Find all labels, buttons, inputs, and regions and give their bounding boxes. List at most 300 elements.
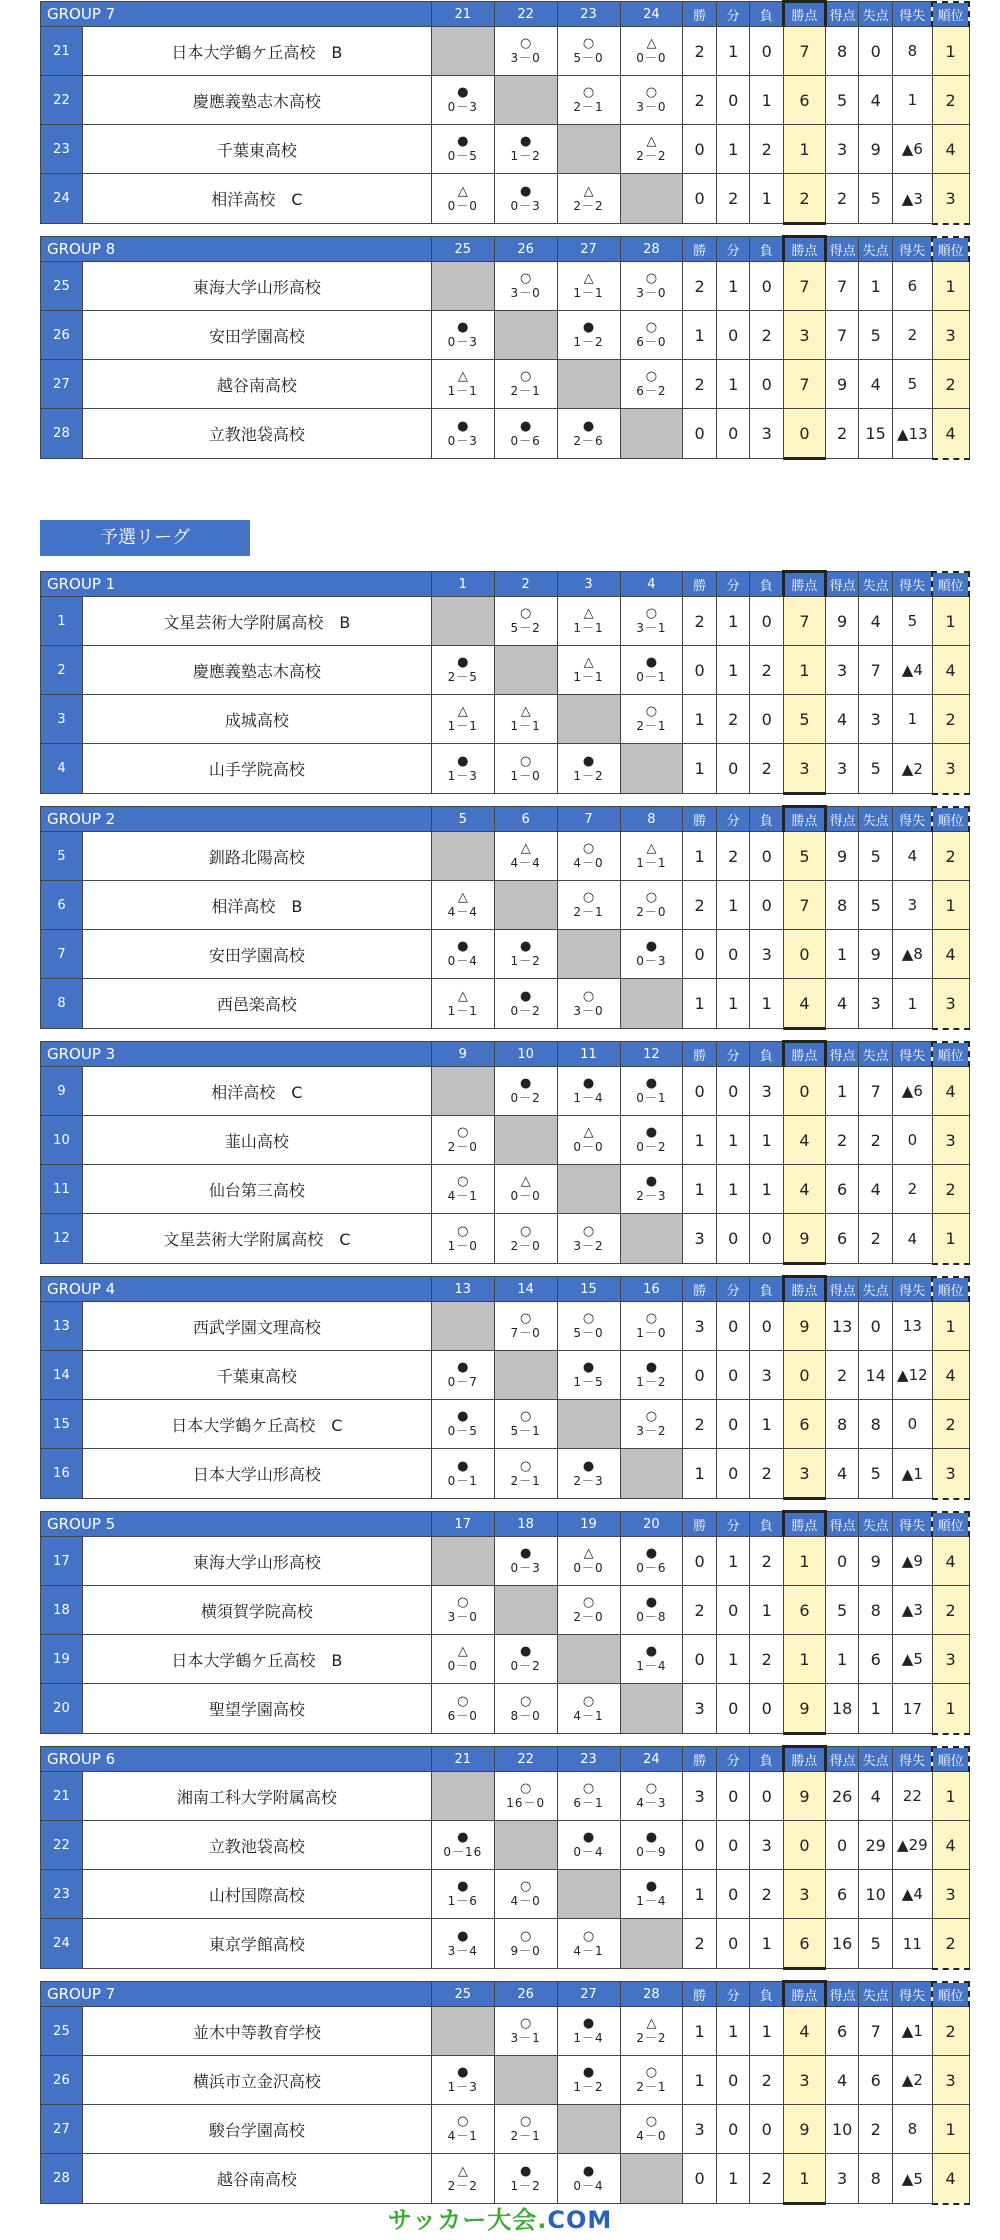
draws-value: 1 <box>716 2007 750 2056</box>
team-number: 13 <box>41 1302 83 1351</box>
team-row <box>41 76 970 125</box>
group-name: GROUP 2 <box>41 807 432 832</box>
points-value: 9 <box>783 2105 825 2154</box>
result-symbol: ○ <box>582 1693 595 1709</box>
result-symbol: ○ <box>582 1928 595 1944</box>
result-symbol: ○ <box>457 1174 469 1189</box>
match-result-cell <box>557 2154 620 2204</box>
rank-value: 3 <box>932 744 969 794</box>
points-value: 6 <box>783 76 825 125</box>
wins-value: 2 <box>683 1586 717 1635</box>
match-score: 2－1 <box>510 384 541 398</box>
goals-for-value: 6 <box>825 2007 859 2056</box>
match-result-cell <box>431 881 494 930</box>
team-name: 西邑楽高校 <box>82 979 431 1029</box>
draws-value: 0 <box>716 1772 750 1821</box>
rank-value: 2 <box>932 1165 969 1214</box>
match-result-cell <box>620 1586 683 1635</box>
wins-value: 3 <box>683 1684 717 1734</box>
result-symbol: ● <box>582 2163 595 2179</box>
wins-value: 0 <box>683 1537 717 1586</box>
wins-value: 2 <box>683 262 717 311</box>
self-match-cell <box>494 76 557 125</box>
rank-header: 順位 <box>932 1512 969 1537</box>
points-header: 勝点 <box>783 1277 825 1302</box>
match-result-cell <box>557 27 620 76</box>
goal-diff-value: 4 <box>892 1214 932 1264</box>
match-result-cell <box>431 1684 494 1734</box>
result-symbol: ● <box>457 2065 469 2080</box>
match-result-cell <box>494 1919 557 1969</box>
goal-diff-header: 得失 <box>892 807 932 832</box>
goals-for-value: 0 <box>825 1821 859 1870</box>
rank-value: 4 <box>932 646 969 695</box>
team-number: 2 <box>41 646 83 695</box>
match-score: 2－2 <box>636 149 667 163</box>
match-result-cell <box>620 1537 683 1586</box>
match-result-cell <box>494 744 557 794</box>
match-score: 1－6 <box>447 1894 478 1908</box>
self-match-cell <box>494 1116 557 1165</box>
goals-against-value: 2 <box>859 1214 893 1264</box>
result-symbol: ● <box>645 1830 658 1845</box>
match-score: 0－0 <box>573 1140 604 1154</box>
losses-value: 3 <box>750 930 784 979</box>
losses-header: 負 <box>750 572 784 597</box>
result-symbol: ○ <box>520 1928 532 1944</box>
opponent-number-header: 16 <box>620 1277 683 1302</box>
points-value: 0 <box>783 1067 825 1116</box>
match-result-cell <box>431 2154 494 2204</box>
wins-value: 0 <box>683 1351 717 1400</box>
losses-value: 2 <box>750 125 784 174</box>
opponent-number-header: 25 <box>431 237 494 262</box>
rank-value: 4 <box>932 125 969 174</box>
match-score: 0－3 <box>447 433 478 448</box>
match-result-cell <box>431 1870 494 1919</box>
team-number: 19 <box>41 1635 83 1684</box>
group-header-row <box>41 2 970 27</box>
result-symbol: ○ <box>520 606 532 621</box>
points-value: 2 <box>783 174 825 224</box>
points-value: 7 <box>783 262 825 311</box>
match-result-cell <box>620 930 683 979</box>
match-score: 1－2 <box>510 149 541 163</box>
goal-diff-value: ▲6 <box>892 1067 932 1116</box>
match-score: 1－4 <box>573 2031 604 2045</box>
result-symbol: ○ <box>645 2065 658 2080</box>
points-value: 7 <box>783 881 825 930</box>
match-score: 0－4 <box>447 954 478 968</box>
draws-value: 0 <box>716 76 750 125</box>
match-result-cell <box>557 832 620 881</box>
team-name: 日本大学山形高校 <box>82 1449 431 1499</box>
wins-value: 0 <box>683 125 717 174</box>
losses-value: 0 <box>750 1214 784 1264</box>
result-symbol: ● <box>457 753 469 769</box>
team-number: 5 <box>41 832 83 881</box>
result-symbol: ● <box>582 753 595 769</box>
self-match-cell <box>431 1302 494 1351</box>
points-value: 0 <box>783 409 825 459</box>
points-value: 7 <box>783 597 825 646</box>
goals-for-value: 1 <box>825 1067 859 1116</box>
rank-value: 4 <box>932 2154 969 2204</box>
match-result-cell <box>494 2105 557 2154</box>
draws-value: 1 <box>716 881 750 930</box>
team-row <box>41 1067 970 1116</box>
match-score: 0－0 <box>573 1561 604 1575</box>
goals-against-value: 4 <box>859 597 893 646</box>
draws-value: 1 <box>716 360 750 409</box>
losses-value: 0 <box>750 597 784 646</box>
goals-for-value: 9 <box>825 597 859 646</box>
losses-value: 0 <box>750 262 784 311</box>
goals-against-value: 4 <box>859 1772 893 1821</box>
result-symbol: ● <box>520 1076 532 1091</box>
goals-against-header: 失点 <box>859 1747 893 1772</box>
self-match-cell <box>557 2105 620 2154</box>
match-result-cell <box>620 1116 683 1165</box>
team-name: 山村国際高校 <box>82 1870 431 1919</box>
rank-value: 2 <box>932 2007 969 2056</box>
rank-value: 3 <box>932 2056 969 2105</box>
team-number: 8 <box>41 979 83 1029</box>
result-symbol: ○ <box>457 1223 469 1239</box>
wins-value: 0 <box>683 174 717 224</box>
result-symbol: ○ <box>645 85 658 100</box>
result-symbol: ● <box>457 939 469 954</box>
self-match-cell <box>431 1067 494 1116</box>
match-score: 0－3 <box>447 335 478 349</box>
result-symbol: ○ <box>582 1595 595 1610</box>
result-symbol: △ <box>583 606 594 621</box>
opponent-number-header: 25 <box>431 1982 494 2007</box>
match-result-cell <box>620 881 683 930</box>
match-score: 4－0 <box>510 1894 541 1908</box>
match-result-cell <box>431 1586 494 1635</box>
self-match-cell <box>620 1684 683 1734</box>
team-name: 聖望学園高校 <box>82 1684 431 1734</box>
team-row <box>41 881 970 930</box>
team-name: 慶應義塾志木高校 <box>82 76 431 125</box>
goals-against-value: 7 <box>859 646 893 695</box>
match-score: 8－0 <box>510 1708 541 1723</box>
losses-value: 1 <box>750 2007 784 2056</box>
rank-header: 順位 <box>932 1982 969 2007</box>
match-score: 0－2 <box>636 1140 667 1154</box>
result-symbol: ● <box>457 320 469 335</box>
result-symbol: ○ <box>457 2114 469 2129</box>
team-name: 安田学園高校 <box>82 930 431 979</box>
points-header: 勝点 <box>783 1747 825 1772</box>
match-result-cell <box>431 2056 494 2105</box>
losses-header: 負 <box>750 807 784 832</box>
result-symbol: ● <box>520 988 532 1004</box>
goal-diff-value: ▲4 <box>892 1870 932 1919</box>
goal-diff-value: 11 <box>892 1919 932 1969</box>
match-result-cell <box>494 1400 557 1449</box>
rank-value: 4 <box>932 1821 969 1870</box>
result-symbol: ● <box>582 2016 595 2031</box>
goals-for-header: 得点 <box>825 1042 859 1067</box>
match-score: 0－8 <box>636 1610 667 1624</box>
goals-against-value: 4 <box>859 1165 893 1214</box>
opponent-number-header: 20 <box>620 1512 683 1537</box>
match-score: 0－2 <box>510 1003 541 1018</box>
self-match-cell <box>431 1537 494 1586</box>
goal-diff-value: ▲1 <box>892 2007 932 2056</box>
wins-value: 0 <box>683 409 717 459</box>
match-score: 4－3 <box>636 1796 667 1810</box>
opponent-number-header: 21 <box>431 2 494 27</box>
match-result-cell <box>494 1684 557 1734</box>
draws-value: 1 <box>716 2154 750 2204</box>
team-row <box>41 1821 970 1870</box>
team-row <box>41 1919 970 1969</box>
self-match-cell <box>557 695 620 744</box>
result-symbol: △ <box>457 988 468 1004</box>
match-score: 2－1 <box>636 2080 667 2094</box>
goal-diff-value: ▲29 <box>892 1821 932 1870</box>
team-row <box>41 262 970 311</box>
rank-value: 1 <box>932 262 969 311</box>
self-match-cell <box>557 1400 620 1449</box>
goal-diff-value: 6 <box>892 262 932 311</box>
opponent-number-header: 23 <box>557 1747 620 1772</box>
match-score: 0－0 <box>636 51 667 65</box>
team-name: 成城高校 <box>82 695 431 744</box>
team-number: 7 <box>41 930 83 979</box>
team-number: 21 <box>41 1772 83 1821</box>
match-score: 2－6 <box>573 433 604 448</box>
goals-against-value: 1 <box>859 262 893 311</box>
team-row <box>41 1537 970 1586</box>
losses-value: 2 <box>750 1635 784 1684</box>
match-result-cell <box>494 125 557 174</box>
goals-for-value: 2 <box>825 1351 859 1400</box>
result-symbol: ○ <box>645 1409 658 1424</box>
self-match-cell <box>557 360 620 409</box>
standings-document <box>40 0 970 2215</box>
losses-value: 0 <box>750 1302 784 1351</box>
goals-against-value: 9 <box>859 930 893 979</box>
match-score: 6－0 <box>447 1708 478 1723</box>
points-value: 6 <box>783 1919 825 1969</box>
losses-value: 2 <box>750 646 784 695</box>
match-result-cell <box>557 76 620 125</box>
draws-value: 0 <box>716 1870 750 1919</box>
result-symbol: ● <box>457 655 469 670</box>
team-number: 9 <box>41 1067 83 1116</box>
result-symbol: ● <box>520 418 532 434</box>
team-name: 横須賀学院高校 <box>82 1586 431 1635</box>
match-score: 2－0 <box>573 1610 604 1624</box>
goals-against-value: 4 <box>859 360 893 409</box>
match-result-cell <box>431 2105 494 2154</box>
match-result-cell <box>620 1067 683 1116</box>
goals-against-value: 4 <box>859 76 893 125</box>
points-value: 3 <box>783 1449 825 1499</box>
match-result-cell <box>494 174 557 224</box>
self-match-cell <box>620 1449 683 1499</box>
wins-value: 2 <box>683 27 717 76</box>
match-score: 4－1 <box>447 2129 478 2143</box>
self-match-cell <box>431 262 494 311</box>
goals-against-value: 3 <box>859 979 893 1029</box>
goals-for-header: 得点 <box>825 1277 859 1302</box>
goal-diff-value: 2 <box>892 1165 932 1214</box>
match-score: 4－4 <box>510 856 541 870</box>
opponent-number-header: 28 <box>620 237 683 262</box>
match-score: 2－2 <box>636 2031 667 2045</box>
match-score: 1－1 <box>447 1003 478 1018</box>
match-result-cell <box>494 1537 557 1586</box>
goal-diff-value: 4 <box>892 832 932 881</box>
result-symbol: ○ <box>520 36 532 51</box>
self-match-cell <box>431 1772 494 1821</box>
rank-header: 順位 <box>932 572 969 597</box>
match-result-cell <box>557 597 620 646</box>
self-match-cell <box>620 979 683 1029</box>
draws-value: 2 <box>716 695 750 744</box>
result-symbol: ● <box>645 1076 658 1091</box>
opponent-number-header: 8 <box>620 807 683 832</box>
goals-against-value: 2 <box>859 2105 893 2154</box>
match-result-cell <box>494 1449 557 1499</box>
match-result-cell <box>557 744 620 794</box>
rank-value: 1 <box>932 1214 969 1264</box>
draws-header: 分 <box>716 572 750 597</box>
logo-domain: COM <box>547 2206 613 2234</box>
self-match-cell <box>494 311 557 360</box>
wins-header: 勝 <box>683 1982 717 2007</box>
wins-header: 勝 <box>683 1277 717 1302</box>
losses-value: 2 <box>750 1870 784 1919</box>
rank-value: 2 <box>932 360 969 409</box>
losses-value: 1 <box>750 1165 784 1214</box>
match-result-cell <box>494 979 557 1029</box>
match-score: 6－0 <box>636 335 667 349</box>
points-value: 1 <box>783 646 825 695</box>
goal-diff-header: 得失 <box>892 572 932 597</box>
match-result-cell <box>431 1449 494 1499</box>
draws-value: 1 <box>716 27 750 76</box>
team-row <box>41 832 970 881</box>
wins-value: 1 <box>683 1165 717 1214</box>
rank-value: 3 <box>932 1449 969 1499</box>
result-symbol: ○ <box>582 890 595 905</box>
match-score: 1－2 <box>510 954 541 968</box>
group-name: GROUP 6 <box>41 1747 432 1772</box>
match-result-cell <box>431 930 494 979</box>
match-result-cell <box>431 744 494 794</box>
points-value: 1 <box>783 2154 825 2204</box>
goal-diff-value: 2 <box>892 311 932 360</box>
goals-for-value: 0 <box>825 1537 859 1586</box>
wins-value: 1 <box>683 2007 717 2056</box>
points-value: 9 <box>783 1302 825 1351</box>
result-symbol: ● <box>457 1409 469 1424</box>
team-number: 11 <box>41 1165 83 1214</box>
match-result-cell <box>557 1067 620 1116</box>
match-score: 0－0 <box>447 1659 478 1673</box>
rank-value: 3 <box>932 979 969 1029</box>
points-value: 3 <box>783 311 825 360</box>
goals-for-value: 18 <box>825 1684 859 1734</box>
rank-value: 2 <box>932 76 969 125</box>
result-symbol: ● <box>457 85 469 100</box>
points-header: 勝点 <box>783 572 825 597</box>
result-symbol: ○ <box>582 988 595 1004</box>
rank-header: 順位 <box>932 237 969 262</box>
team-row <box>41 2056 970 2105</box>
match-score: 0－4 <box>573 2178 604 2193</box>
goal-diff-header: 得失 <box>892 1982 932 2007</box>
rank-value: 2 <box>932 1919 969 1969</box>
wins-header: 勝 <box>683 237 717 262</box>
goal-diff-header: 得失 <box>892 1277 932 1302</box>
result-symbol: ● <box>645 1546 658 1561</box>
group-name: GROUP 1 <box>41 572 432 597</box>
goal-diff-value: ▲3 <box>892 174 932 224</box>
team-name: 東京学館高校 <box>82 1919 431 1969</box>
match-result-cell <box>431 360 494 409</box>
match-score: 0－2 <box>510 1659 541 1673</box>
match-result-cell <box>557 1302 620 1351</box>
match-score: 3－2 <box>573 1238 604 1253</box>
goals-against-value: 6 <box>859 2056 893 2105</box>
goal-diff-value: 0 <box>892 1400 932 1449</box>
group-name: GROUP 3 <box>41 1042 432 1067</box>
points-header: 勝点 <box>783 1512 825 1537</box>
team-row <box>41 1116 970 1165</box>
points-value: 0 <box>783 1351 825 1400</box>
points-header: 勝点 <box>783 2 825 27</box>
opponent-number-header: 14 <box>494 1277 557 1302</box>
opponent-number-header: 3 <box>557 572 620 597</box>
rank-header: 順位 <box>932 807 969 832</box>
match-result-cell <box>557 1351 620 1400</box>
wins-value: 1 <box>683 695 717 744</box>
site-logo[interactable] <box>388 2200 613 2235</box>
opponent-number-header: 23 <box>557 2 620 27</box>
match-result-cell <box>557 979 620 1029</box>
points-value: 1 <box>783 125 825 174</box>
team-row <box>41 1214 970 1264</box>
rank-value: 1 <box>932 1684 969 1734</box>
losses-value: 3 <box>750 1351 784 1400</box>
match-result-cell <box>494 597 557 646</box>
team-row <box>41 409 970 459</box>
team-number: 22 <box>41 76 83 125</box>
match-score: 1－3 <box>447 2080 478 2094</box>
result-symbol: △ <box>457 183 468 199</box>
draws-value: 1 <box>716 979 750 1029</box>
draws-header: 分 <box>716 1277 750 1302</box>
wins-value: 1 <box>683 744 717 794</box>
group-header-row <box>41 1982 970 2007</box>
match-result-cell <box>494 1870 557 1919</box>
match-score: 6－1 <box>573 1796 604 1810</box>
points-value: 0 <box>783 930 825 979</box>
rank-value: 3 <box>932 1870 969 1919</box>
team-number: 3 <box>41 695 83 744</box>
team-row <box>41 1772 970 1821</box>
goal-diff-value: 17 <box>892 1684 932 1734</box>
team-number: 14 <box>41 1351 83 1400</box>
result-symbol: ○ <box>645 606 658 621</box>
